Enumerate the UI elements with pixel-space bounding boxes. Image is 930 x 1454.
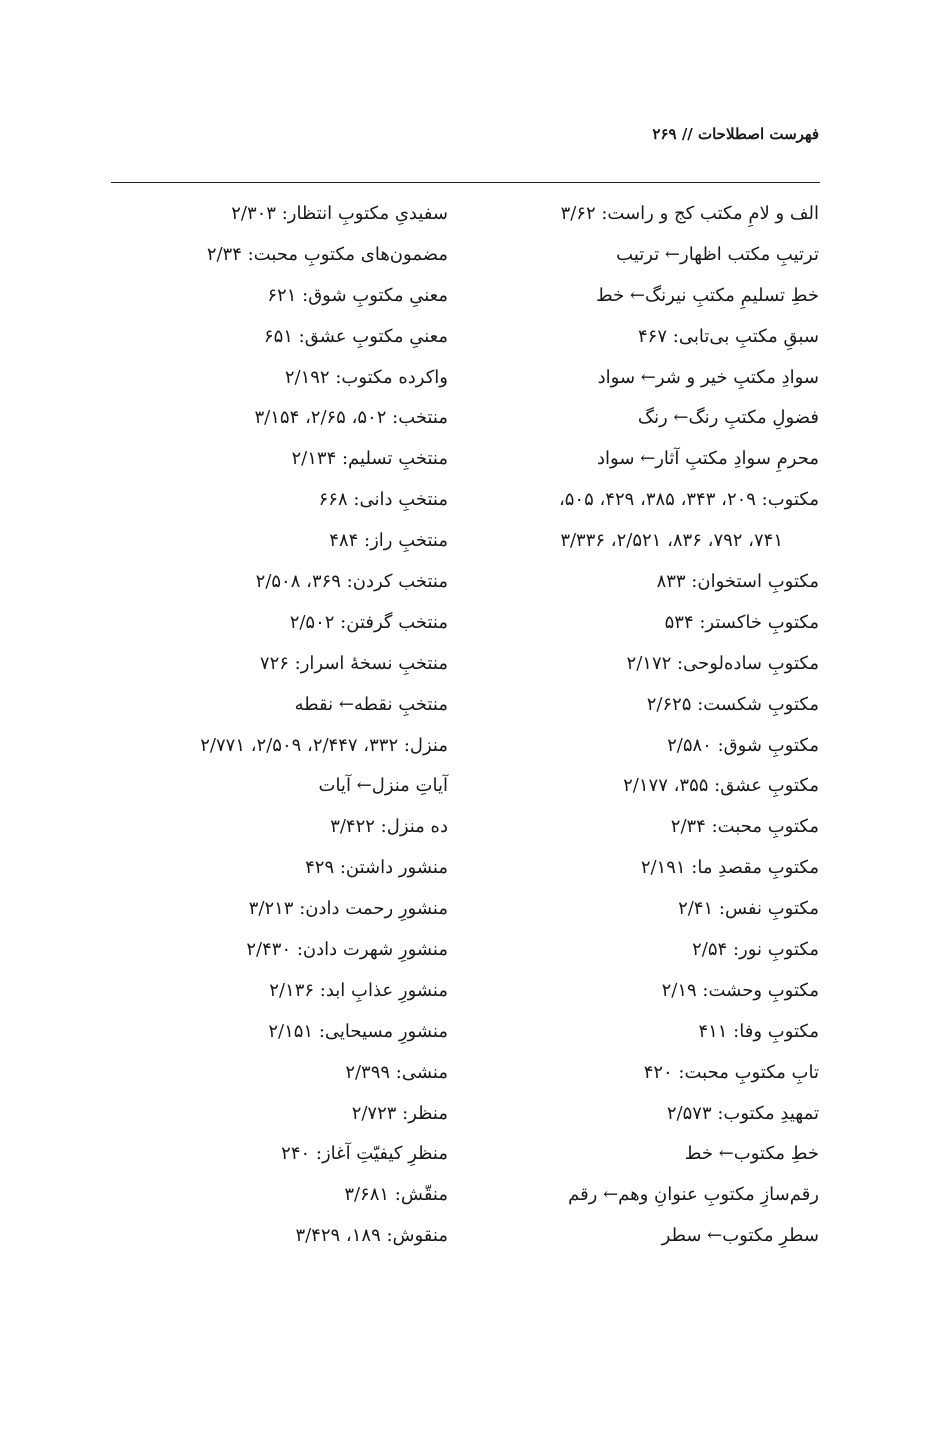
index-entry: معنیِ مکتوبِ عشق: ۶۵۱ [263,325,448,347]
index-entry: منشی: ۲/۳۹۹ [345,1061,448,1083]
index-entry: منظرِ کیفیّتِ آغاز: ۲۴۰ [281,1143,448,1165]
header-rule [111,182,820,183]
index-entry: منشور داشتن: ۴۲۹ [305,857,448,879]
index-entry: مکتوبِ محبت: ۲/۳۴ [670,816,819,838]
index-entry: سفیدیِ مکتوبِ انتظار: ۲/۳۰۳ [231,203,448,224]
index-entry: سطرِ مکتوب← سطر [661,1225,819,1247]
index-column-right [489,194,819,1257]
index-entry: منتخب گرفتن: ۲/۵۰۲ [289,611,448,633]
index-entry: مکتوبِ عشق: ۳۵۵، ۲/۱۷۷ [623,775,819,797]
index-entry: مکتوبِ خاکستر: ۵۳۴ [664,611,819,633]
index-entry: منشورِ عذابِ ابد: ۲/۱۳۶ [269,979,448,1001]
index-entry: منقوش: ۱۸۹، ۳/۴۲۹ [295,1225,448,1247]
index-entry: منقّش: ۳/۶۸۱ [344,1184,448,1206]
index-entry: معنیِ مکتوبِ شوق: ۶۲۱ [267,284,448,306]
index-entry: خطِ تسلیمِ مکتبِ نیرنگ← خط [595,284,819,306]
index-entry: منتخب: ۵۰۲، ۲/۶۵، ۳/۱۵۴ [254,407,448,429]
index-entry: منزل: ۳۳۲، ۲/۴۴۷، ۲/۵۰۹، ۲/۷۷۱ [200,734,448,756]
running-header: فهرست اصطلاحات // ۲۶۹ [652,125,819,143]
index-entry: رقم‌سازِ مکتوبِ عنوانِ وهم← رقم [568,1184,819,1206]
index-entry: الف و لامِ مکتب کج و راست: ۳/۶۲ [560,203,819,224]
index-entry: تمهیدِ مکتوب: ۲/۵۷۳ [666,1102,819,1124]
index-entry: آیاتِ منزل← آیات [318,775,448,797]
index-entry: منظر: ۲/۷۲۳ [351,1102,448,1124]
index-entry: مضمون‌های مکتوبِ محبت: ۲/۳۴ [206,243,448,265]
index-entry: مکتوبِ وحشت: ۲/۱۹ [661,979,819,1001]
index-entry: منتخبِ نقطه← نقطه [294,693,448,715]
index-entry: مکتوب: ۲۰۹، ۳۴۳، ۳۸۵، ۴۲۹، ۵۰۵، [558,489,819,511]
index-entry: مکتوبِ شوق: ۲/۵۸۰ [667,734,819,756]
index-entry: منشورِ شهرت دادن: ۲/۴۳۰ [246,939,448,961]
index-entry: تابِ مکتوبِ محبت: ۴۲۰ [643,1061,819,1083]
index-entry: سوادِ مکتبِ خیر و شر← سواد [597,366,819,388]
index-entry: مکتوبِ استخوان: ۸۳۳ [656,571,819,593]
index-entry: مکتوبِ نفس: ۲/۴۱ [678,898,819,920]
index-entry: منتخبِ نسخهٔ اسرار: ۷۲۶ [259,652,448,674]
index-entry: واکرده مکتوب: ۲/۱۹۲ [284,366,448,388]
index-entry-continuation: ۷۴۱، ۷۹۲، ۸۳۶، ۲/۵۲۱، ۳/۳۳۶ [560,530,783,552]
index-entry: فضولِ مکتبِ رنگ← رنگ [637,407,819,429]
index-entry: منتخبِ راز: ۴۸۴ [329,530,448,552]
index-entry: مکتوبِ ساده‌لوحی: ۲/۱۷۲ [626,652,819,674]
index-entry: مکتوبِ نور: ۲/۵۴ [692,939,819,961]
index-entry: مکتوبِ وفا: ۴۱۱ [698,1020,819,1042]
index-entry: محرمِ سوادِ مکتبِ آثار← سواد [597,448,819,470]
index-entry: منشورِ مسیحایی: ۲/۱۵۱ [268,1020,448,1042]
index-entry: ترتیبِ مکتب اظهار← ترتیب [616,243,819,265]
index-entry: منتخبِ دانی: ۶۶۸ [318,489,448,511]
index-column-left [118,194,448,1257]
index-entry: مکتوبِ مقصدِ ما: ۲/۱۹۱ [640,857,819,879]
index-entry: منتخبِ تسلیم: ۲/۱۳۴ [291,448,448,470]
index-entry: ده منزل: ۳/۴۲۲ [330,816,448,838]
index-entry: خطِ مکتوب← خط [684,1143,819,1165]
index-entry: منتخب کردن: ۳۶۹، ۲/۵۰۸ [255,571,448,593]
index-entry: مکتوبِ شکست: ۲/۶۲۵ [646,693,819,715]
index-entry: سبقِ مکتبِ بی‌تابی: ۴۶۷ [638,325,819,347]
index-entry: منشورِ رحمت دادن: ۳/۲۱۳ [248,898,448,920]
